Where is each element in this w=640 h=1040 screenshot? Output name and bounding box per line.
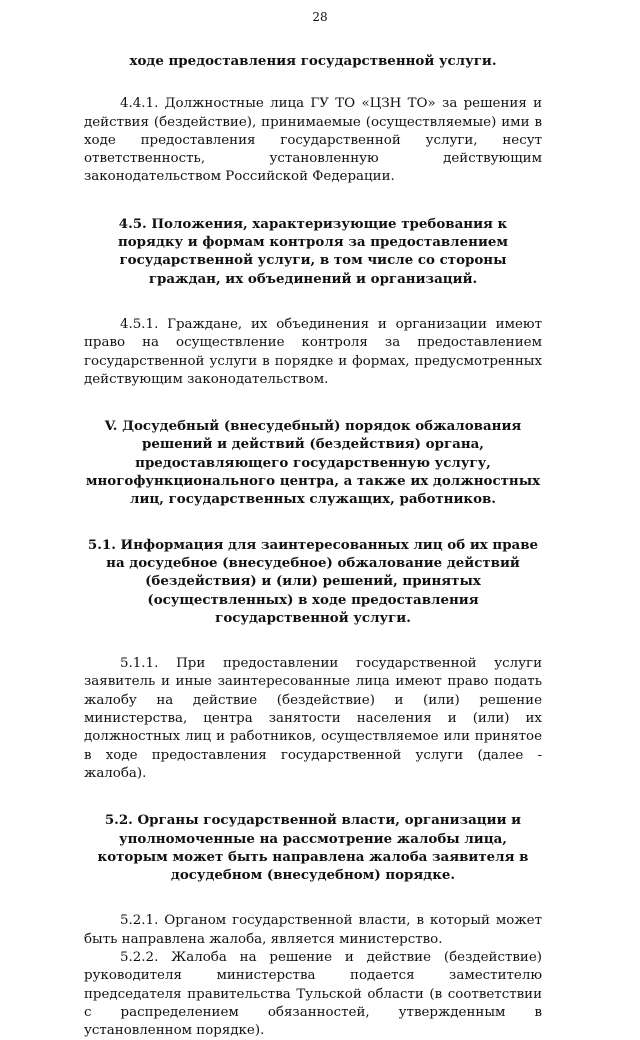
section-heading-4-5: 4.5. Положения, характеризующие требования к порядку и формам контроля за предоставлением государственной услуги, в том числе со стороны граждан, их объединений и организаций. <box>117 215 509 287</box>
section-heading-5-1: 5.1. Информация для заинтересованных лиц об их праве на досудебное (внесудебное) обжалование действий (бездействия) и (или) решений, принятых (осуществленных) в ходе предоставления государственной услуги. <box>87 536 539 626</box>
paragraph-4-4-1: 4.4.1. Должностные лица ГУ ТО «ЦЗН ТО» за решения и действия (бездействие), принимаемые (осуществляемые) ими в ходе предоставления государственной услуги, несут ответственность, установленную действующим законодательством Российской Федерации. <box>84 96 542 185</box>
section-heading-5-2: 5.2. Органы государственной власти, организации и уполномоченные на рассмотрение жалобы лица, которым может быть направлена жалоба заявителя в досудебном (внесудебном) порядке. <box>97 812 529 884</box>
chapter-heading-v: V. Досудебный (внесудебный) порядок обжалования решений и действий (бездействия) органа, предоставляющего государственную услугу, многофункционального центра, а также их должностных лиц, государственных служащих, работников. <box>85 418 541 508</box>
paragraph-5-2-1: 5.2.1. Органом государственной власти, в который может быть направлена жалоба, является министерство. <box>84 913 542 947</box>
paragraph-5-2-2: 5.2.2. Жалоба на решение и действие (бездействие) руководителя министерства подается заместителю председателя правительства Тульской области (в соответствии с распределением обязанностей, утвержденным в установленном порядке). <box>84 949 542 1039</box>
page-content <box>84 48 542 1040</box>
paragraph-4-5-1: 4.5.1. Граждане, их объединения и организации имеют право на осуществление контроля за предоставлением государственной услуги в порядке и формах, предусмотренных действующим законодательством. <box>84 316 542 387</box>
section-heading-continuation: ходе предоставления государственной услуги. <box>129 53 497 69</box>
page-number: 28 <box>312 10 328 24</box>
paragraph-5-1-1: 5.1.1. При предоставлении государственной услуги заявитель и иные заинтересованные лица имеют право подать жалобу на действие (бездействие) и (или) решение министерства, центра занятости населения и (или) их должностных лиц и работников, осуществляемое или принятое в ходе предоставления государственной услуги (далее - жалоба). <box>84 656 542 781</box>
